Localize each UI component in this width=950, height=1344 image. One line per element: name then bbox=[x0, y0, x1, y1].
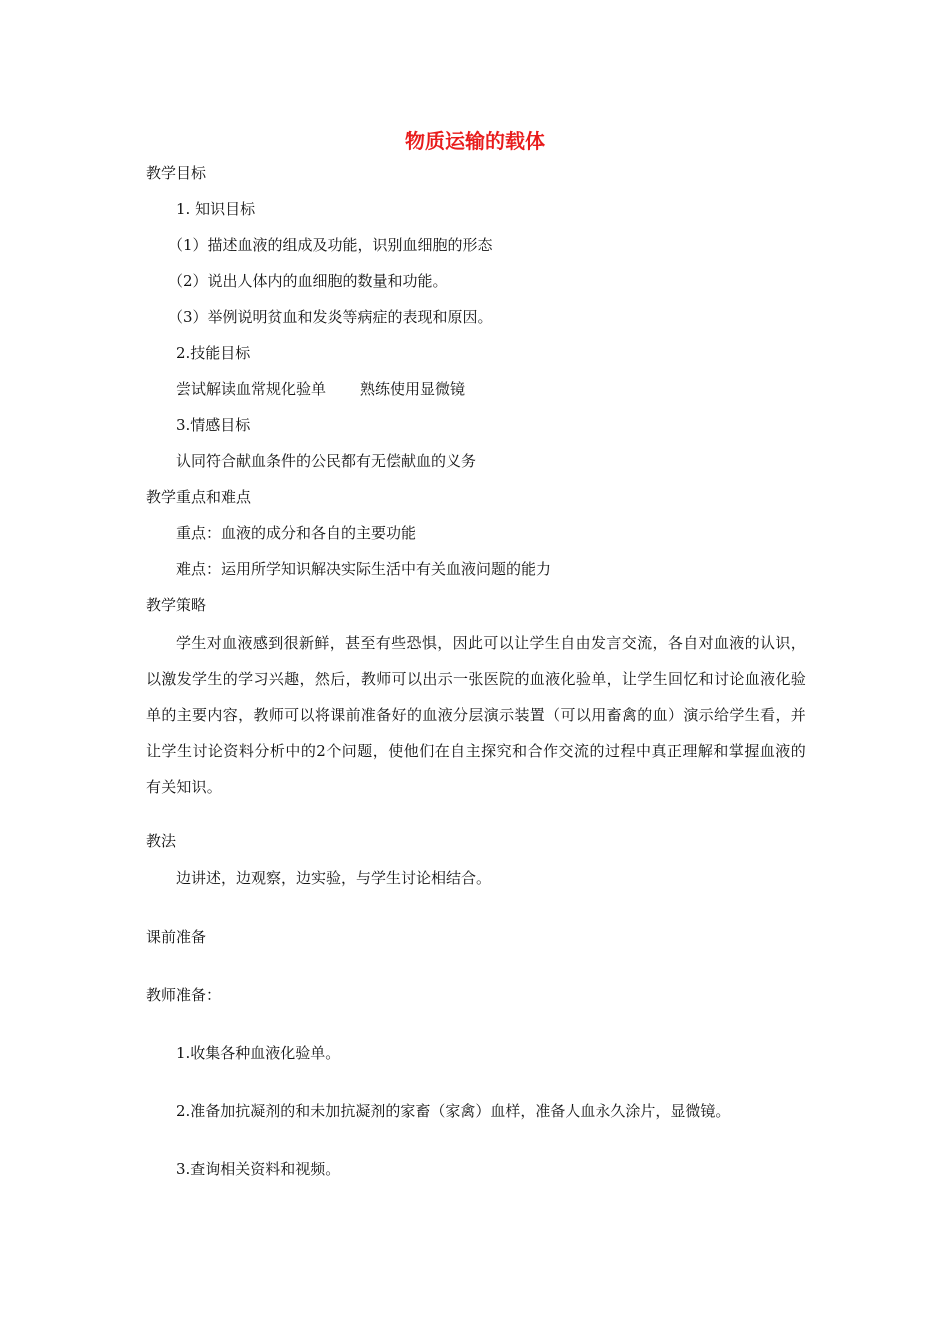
method-text: 边讲述，边观察，边实验，与学生讨论相结合。 bbox=[176, 869, 492, 887]
method-heading: 教法 bbox=[146, 832, 177, 850]
knowledge-item-1: （1）描述血液的组成及功能，识别血细胞的形态 bbox=[168, 236, 493, 254]
skill-item-1: 尝试解读血常规化验单 bbox=[176, 380, 327, 398]
skill-item-2: 熟练使用显微镜 bbox=[360, 380, 466, 398]
goals-heading: 教学目标 bbox=[146, 164, 207, 182]
prep-heading: 课前准备 bbox=[146, 928, 207, 946]
knowledge-heading: 1. 知识目标 bbox=[176, 200, 256, 218]
prep-item-2: 2.准备加抗凝剂的和未加抗凝剂的家畜（家禽）血样，准备人血永久涂片，显微镜。 bbox=[176, 1102, 731, 1120]
strategy-paragraph: 学生对血液感到很新鲜，甚至有些恐惧，因此可以让学生自由发言交流，各自对血液的认识，以激发学生的学习兴趣，然后，教师可以出示一张医院的血液化验单，让学生回忆和讨论血液化验单的主要内容，教师可以将课前准备好的血液分层演示装置（可以用畜禽的血）演示给学生看，并让学生讨论资料分析中的2个问题，使他们在自主探究和合作交流的过程中真正理解和掌握血液的有关知识。 bbox=[146, 634, 806, 796]
key-heading: 教学重点和难点 bbox=[146, 488, 252, 506]
knowledge-item-3: （3）举例说明贫血和发炎等病症的表现和原因。 bbox=[168, 308, 493, 326]
skill-items bbox=[176, 379, 465, 399]
emotion-text: 认同符合献血条件的公民都有无偿献血的义务 bbox=[176, 452, 477, 470]
prep-item-3: 3.查询相关资料和视频。 bbox=[176, 1160, 341, 1178]
difficult-point: 难点：运用所学知识解决实际生活中有关血液问题的能力 bbox=[176, 560, 552, 578]
emotion-heading: 3.情感目标 bbox=[176, 416, 251, 434]
document-title: 物质运输的载体 bbox=[405, 129, 545, 153]
knowledge-item-2: （2）说出人体内的血细胞的数量和功能。 bbox=[168, 272, 448, 290]
key-point: 重点：血液的成分和各自的主要功能 bbox=[176, 524, 417, 542]
prep-item-1: 1.收集各种血液化验单。 bbox=[176, 1044, 341, 1062]
strategy-heading: 教学策略 bbox=[146, 596, 207, 614]
teacher-prep-heading: 教师准备： bbox=[146, 986, 222, 1004]
skill-heading: 2.技能目标 bbox=[176, 344, 251, 362]
